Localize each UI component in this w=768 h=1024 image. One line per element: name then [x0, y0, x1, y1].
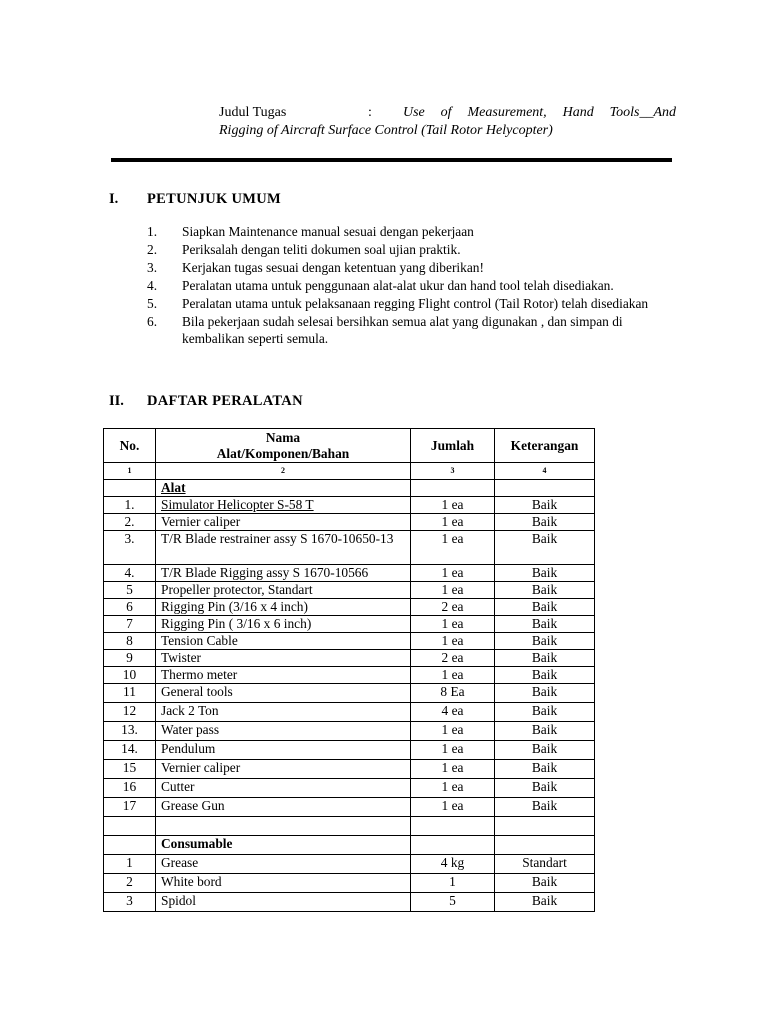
cell-jumlah: 2 ea — [411, 650, 495, 667]
cell-nama: White bord — [156, 874, 411, 893]
cell-nama: Jack 2 Ton — [156, 703, 411, 722]
cell-keterangan: Baik — [495, 667, 595, 684]
cell-no: 13. — [104, 722, 156, 741]
table-row — [104, 599, 595, 616]
cell-jumlah: 1 ea — [411, 741, 495, 760]
table-row — [104, 514, 595, 531]
cell-nama: Water pass — [156, 722, 411, 741]
cell-nama: Grease Gun — [156, 798, 411, 817]
cell-nama: Tension Cable — [156, 633, 411, 650]
cell-nama: Spidol — [156, 893, 411, 912]
spacer-row — [104, 817, 595, 836]
cell-jumlah: 1 ea — [411, 616, 495, 633]
section-2-title: DAFTAR PERALATAN — [147, 393, 303, 409]
cell-keterangan: Baik — [495, 497, 595, 514]
table-row — [104, 703, 595, 722]
list-item-number: 1. — [147, 224, 158, 239]
cell-jumlah: 2 ea — [411, 599, 495, 616]
table-row — [104, 616, 595, 633]
header-jumlah: Jumlah — [411, 429, 495, 463]
cell-jumlah: 1 ea — [411, 798, 495, 817]
header-nama-line-1: Nama — [265, 429, 301, 445]
consumable-rows — [104, 855, 595, 912]
cell-jumlah: 1 ea — [411, 497, 495, 514]
list-item — [147, 242, 677, 259]
task-title-line-2: Rigging of Aircraft Surface Control (Tail Rotor Helycopter) — [219, 123, 553, 138]
list-item — [147, 224, 677, 241]
column-index: 1 — [104, 463, 156, 480]
cell-nama: Thermo meter — [156, 667, 411, 684]
instructions-list — [147, 224, 677, 349]
column-index: 2 — [156, 463, 411, 480]
cell-jumlah: 1 ea — [411, 760, 495, 779]
list-item — [147, 260, 677, 277]
task-title-colon: : — [368, 105, 372, 120]
table-row — [104, 722, 595, 741]
cell-keterangan: Baik — [495, 798, 595, 817]
cell-jumlah: 1 ea — [411, 722, 495, 741]
column-index: 3 — [411, 463, 495, 480]
cell-keterangan: Baik — [495, 565, 595, 582]
cell-jumlah: 8 Ea — [411, 684, 495, 703]
cell-no: 2. — [104, 514, 156, 531]
cell-nama: Vernier caliper — [156, 760, 411, 779]
table-row — [104, 741, 595, 760]
cell-keterangan: Standart — [495, 855, 595, 874]
cell-jumlah: 5 — [411, 893, 495, 912]
cell-keterangan: Baik — [495, 514, 595, 531]
cell-no: 1. — [104, 497, 156, 514]
cell-no: 5 — [104, 582, 156, 599]
cell-no: 6 — [104, 599, 156, 616]
cell-no: 1 — [104, 855, 156, 874]
list-item — [147, 314, 677, 347]
list-item-number: 5. — [147, 296, 158, 311]
task-title-label: Judul Tugas — [219, 105, 287, 120]
cell-keterangan: Baik — [495, 741, 595, 760]
cell-no: 15 — [104, 760, 156, 779]
cell-nama: T/R Blade restrainer assy S 1670-10650-13 — [156, 531, 411, 565]
section-1-title: PETUNJUK UMUM — [147, 191, 281, 207]
group-label-alat: Alat — [156, 480, 411, 497]
cell-nama: Rigging Pin ( 3/16 x 6 inch) — [156, 616, 411, 633]
table-row — [104, 779, 595, 798]
cell-jumlah: 1 ea — [411, 565, 495, 582]
group-row-consumable — [104, 836, 595, 855]
cell-no: 8 — [104, 633, 156, 650]
cell-keterangan: Baik — [495, 531, 595, 565]
cell-jumlah: 1 ea — [411, 514, 495, 531]
cell-jumlah: 1 ea — [411, 779, 495, 798]
list-item-number: 2. — [147, 242, 158, 257]
group-label-consumable: Consumable — [156, 836, 411, 855]
cell-nama: Propeller protector, Standart — [156, 582, 411, 599]
cell-no: 11 — [104, 684, 156, 703]
cell-nama: Simulator Helicopter S-58 T — [156, 497, 411, 514]
cell-keterangan: Baik — [495, 616, 595, 633]
cell-jumlah: 4 ea — [411, 703, 495, 722]
cell-keterangan: Baik — [495, 874, 595, 893]
cell-jumlah: 4 kg — [411, 855, 495, 874]
alat-rows — [104, 497, 595, 817]
cell-keterangan: Baik — [495, 779, 595, 798]
list-item-text: Peralatan utama untuk pelaksanaan regging Flight control (Tail Rotor) telah disediakan — [182, 296, 649, 311]
list-item-text: Bila pekerjaan sudah selesai bersihkan semua alat yang digunakan , dan simpan di kembalikan seperti semula. — [182, 314, 623, 346]
list-item-text: Peralatan utama untuk penggunaan alat-alat ukur dan hand tool telah disediakan. — [182, 278, 614, 293]
cell-nama: Twister — [156, 650, 411, 667]
header-nama-line-2: Alat/Komponen/Bahan — [216, 445, 350, 461]
cell-nama: General tools — [156, 684, 411, 703]
header-no: No. — [104, 429, 156, 463]
cell-nama: Vernier caliper — [156, 514, 411, 531]
cell-keterangan: Baik — [495, 760, 595, 779]
table-row — [104, 855, 595, 874]
table-row — [104, 874, 595, 893]
table-row — [104, 565, 595, 582]
list-item-text: Kerjakan tugas sesuai dengan ketentuan yang diberikan! — [182, 260, 484, 275]
table-row — [104, 798, 595, 817]
table-header-row — [104, 429, 595, 463]
list-item-text: Siapkan Maintenance manual sesuai dengan pekerjaan — [182, 224, 474, 239]
table-row — [104, 667, 595, 684]
table-row — [104, 633, 595, 650]
cell-no: 3 — [104, 893, 156, 912]
table-row — [104, 684, 595, 703]
table-row — [104, 760, 595, 779]
section-2-number: II. — [109, 393, 124, 409]
cell-jumlah: 1 ea — [411, 531, 495, 565]
table-row — [104, 650, 595, 667]
cell-jumlah: 1 ea — [411, 582, 495, 599]
cell-nama: Grease — [156, 855, 411, 874]
cell-nama: Rigging Pin (3/16 x 4 inch) — [156, 599, 411, 616]
table-row — [104, 582, 595, 599]
header-keterangan: Keterangan — [495, 429, 595, 463]
cell-no: 16 — [104, 779, 156, 798]
list-item — [147, 296, 677, 313]
cell-no: 7 — [104, 616, 156, 633]
table-row — [104, 893, 595, 912]
cell-keterangan: Baik — [495, 599, 595, 616]
column-index: 4 — [495, 463, 595, 480]
task-title-line-1: Use of Measurement, Hand Tools__And — [403, 105, 676, 120]
section-1-number: I. — [109, 191, 119, 207]
cell-keterangan: Baik — [495, 650, 595, 667]
table-row — [104, 497, 595, 514]
cell-no: 3. — [104, 531, 156, 565]
header-divider — [111, 158, 672, 162]
column-index-row — [104, 463, 595, 480]
cell-nama: Cutter — [156, 779, 411, 798]
cell-no: 17 — [104, 798, 156, 817]
cell-no: 9 — [104, 650, 156, 667]
cell-keterangan: Baik — [495, 582, 595, 599]
cell-no: 10 — [104, 667, 156, 684]
header-nama — [156, 429, 411, 463]
cell-no: 4. — [104, 565, 156, 582]
cell-keterangan: Baik — [495, 633, 595, 650]
list-item-number: 3. — [147, 260, 158, 275]
cell-jumlah: 1 ea — [411, 633, 495, 650]
cell-no: 14. — [104, 741, 156, 760]
cell-keterangan: Baik — [495, 703, 595, 722]
list-item-number: 4. — [147, 278, 158, 293]
group-row-alat — [104, 480, 595, 497]
list-item-number: 6. — [147, 314, 158, 329]
equipment-table — [103, 428, 595, 912]
list-item-text: Periksalah dengan teliti dokumen soal ujian praktik. — [182, 242, 461, 257]
cell-no: 2 — [104, 874, 156, 893]
cell-keterangan: Baik — [495, 893, 595, 912]
cell-keterangan: Baik — [495, 684, 595, 703]
cell-no: 12 — [104, 703, 156, 722]
list-item — [147, 278, 677, 295]
cell-nama: Pendulum — [156, 741, 411, 760]
cell-jumlah: 1 ea — [411, 667, 495, 684]
table-row — [104, 531, 595, 565]
cell-keterangan: Baik — [495, 722, 595, 741]
cell-jumlah: 1 — [411, 874, 495, 893]
cell-nama: T/R Blade Rigging assy S 1670-10566 — [156, 565, 411, 582]
